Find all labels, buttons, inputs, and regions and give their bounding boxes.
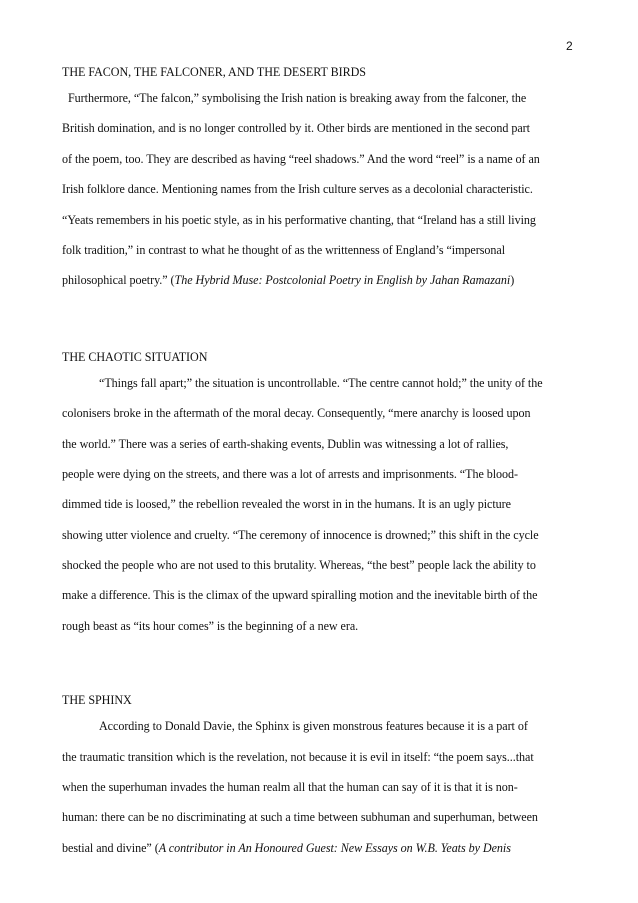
- text-line: the traumatic transition which is the revelation, not because it is evil in itself: “the poem says...that: [62, 749, 534, 764]
- text-line: According to Donald Davie, the Sphinx is given monstrous features because it is a part of: [99, 719, 528, 734]
- citation-line: [62, 838, 578, 868]
- citation-suffix: ): [510, 273, 515, 288]
- text-line: shocked the people who are not used to this brutality. Whereas, “the best” people lack the ability to: [62, 558, 536, 573]
- text-line: human: there can be no discriminating at such a time between subhuman and superhuman, between: [62, 810, 538, 825]
- text-line: when the superhuman invades the human realm all that the human can say of it is that it is non-: [62, 780, 518, 795]
- section-heading: THE FACON, THE FALCONER, AND THE DESERT BIRDS: [62, 65, 366, 79]
- text-line: dimmed tide is loosed,” the rebellion revealed the worst in in the humans. It is an ugly picture: [62, 497, 511, 512]
- text-line: people were dying on the streets, and there was a lot of arrests and imprisonments. “The blood-: [62, 466, 519, 481]
- citation-prefix: philosophical poetry.” (: [62, 273, 175, 288]
- text-line: make a difference. This is the climax of the upward spiralling motion and the inevitable birth of the: [62, 588, 538, 603]
- text-line: rough beast as “its hour comes” is the beginning of a new era.: [62, 618, 359, 633]
- text-line: showing utter violence and cruelty. “The ceremony of innocence is drowned;” this shift in the cycle: [62, 527, 539, 542]
- section-heading: THE CHAOTIC SITUATION: [62, 349, 208, 364]
- text-line: folk tradition,” in contrast to what he thought of as the writtenness of England’s “impersonal: [62, 242, 506, 257]
- text-line: the world.” There was a series of earth-shaking events, Dublin was witnessing a lot of rallies,: [62, 436, 509, 451]
- citation-title: The Hybrid Muse: Postcolonial Poetry in English by Jahan Ramazani: [174, 273, 511, 288]
- text-line: of the poem, too. They are described as having “reel shadows.” And the word “reel” is a name of an: [62, 151, 540, 166]
- citation-prefix: bestial and divine” (: [62, 840, 159, 855]
- text-line: colonisers broke in the aftermath of the moral decay. Consequently, “mere anarchy is loosed upon: [62, 406, 531, 421]
- section-spacer: [62, 301, 578, 347]
- text-line: “Yeats remembers in his poetic style, as in his performative chanting, that “Ireland has a still living: [62, 212, 536, 227]
- citation-title: A contributor in An Honoured Guest: New Essays on W.B. Yeats by Denis: [158, 840, 511, 855]
- section-paragraph: [62, 373, 578, 647]
- page-number: 2: [566, 39, 573, 53]
- text-line: Furthermore, “The falcon,” symbolising the Irish nation is breaking away from the falconer, the: [68, 91, 527, 105]
- text-line: “Things fall apart;” the situation is uncontrollable. “The centre cannot hold;” the unity of the: [99, 375, 543, 390]
- section-spacer: [62, 646, 578, 690]
- section-paragraph: [62, 716, 578, 868]
- citation-line: [62, 270, 578, 300]
- section-heading: THE SPHINX: [62, 693, 132, 708]
- section-paragraph: [62, 88, 578, 301]
- text-line: British domination, and is no longer controlled by it. Other birds are mentioned in the second part: [62, 121, 530, 136]
- document-body: [62, 62, 578, 868]
- text-line: Irish folklore dance. Mentioning names from the Irish culture serves as a decolonial characteristic.: [62, 182, 533, 197]
